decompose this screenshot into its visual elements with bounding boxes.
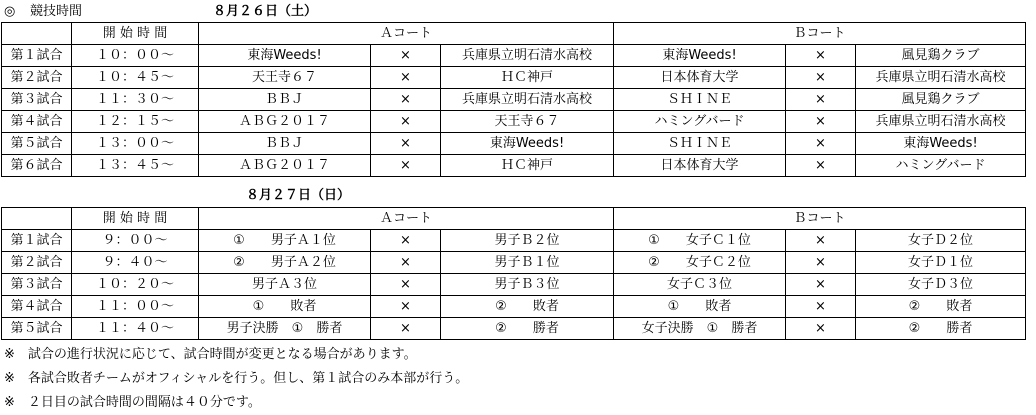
court-a-team-2: 男子Ｂ２位	[441, 230, 614, 252]
court-b-vs-mark: ×	[786, 296, 856, 318]
header-court-a: Ａコート	[199, 208, 614, 230]
court-b-vs-mark: ×	[786, 45, 856, 67]
table-row	[2, 252, 1026, 274]
court-a-vs-mark: ×	[371, 67, 441, 89]
court-b-team-1: 日本体育大学	[614, 155, 786, 177]
court-a-team-2: 兵庫県立明石清水高校	[441, 45, 614, 67]
court-a-team-1: 東海Weeds!	[199, 45, 371, 67]
court-a-team-1: 男子Ａ３位	[199, 274, 371, 296]
table-row	[2, 89, 1026, 111]
court-b-team-2: ② 勝者	[856, 318, 1026, 340]
game-number-cell: 第１試合	[2, 230, 72, 252]
table-row	[2, 296, 1026, 318]
court-a-team-1: ＡＢＧ２０１７	[199, 111, 371, 133]
table-row	[2, 230, 1026, 252]
court-b-team-1: ② 女子Ｃ２位	[614, 252, 786, 274]
game-number-cell: 第４試合	[2, 111, 72, 133]
court-a-team-1: ① 敗者	[199, 296, 371, 318]
game-number-cell: 第３試合	[2, 89, 72, 111]
section-label: 競技時間	[30, 4, 83, 19]
start-time-cell: １１：３０～	[72, 89, 199, 111]
court-a-vs-mark: ×	[371, 133, 441, 155]
court-a-team-1: ＡＢＧ２０１７	[199, 155, 371, 177]
note-3: ※ ２日目の試合時間の間隔は４０分です。	[4, 395, 261, 410]
table-row	[2, 45, 1026, 67]
court-a-vs-mark: ×	[371, 89, 441, 111]
table-row	[2, 155, 1026, 177]
court-b-vs-mark: ×	[786, 252, 856, 274]
court-b-team-2: 東海Weeds!	[856, 133, 1026, 155]
header-start-time: 開 始 時 間	[72, 208, 199, 230]
table-row	[2, 67, 1026, 89]
court-a-team-2: 東海Weeds!	[441, 133, 614, 155]
court-b-vs-mark: ×	[786, 318, 856, 340]
court-a-vs-mark: ×	[371, 155, 441, 177]
table-row	[2, 274, 1026, 296]
game-number-cell: 第６試合	[2, 155, 72, 177]
court-b-team-1: 東海Weeds!	[614, 45, 786, 67]
court-a-team-1: ＢＢＪ	[199, 89, 371, 111]
court-b-vs-mark: ×	[786, 230, 856, 252]
court-b-vs-mark: ×	[786, 274, 856, 296]
day1-schedule-table	[1, 22, 1026, 177]
court-b-team-2: 兵庫県立明石清水高校	[856, 67, 1026, 89]
court-b-team-2: ハミングバード	[856, 155, 1026, 177]
game-number-cell: 第２試合	[2, 252, 72, 274]
start-time-cell: １３：００～	[72, 133, 199, 155]
court-b-vs-mark: ×	[786, 155, 856, 177]
court-a-vs-mark: ×	[371, 318, 441, 340]
court-b-team-2: 女子Ｄ１位	[856, 252, 1026, 274]
header-blank	[2, 208, 72, 230]
court-a-team-1: ② 男子Ａ２位	[199, 252, 371, 274]
court-a-vs-mark: ×	[371, 274, 441, 296]
table-header-row	[2, 208, 1026, 230]
court-a-team-1: ＢＢＪ	[199, 133, 371, 155]
header-start-time: 開 始 時 間	[72, 23, 199, 45]
court-b-team-1: 日本体育大学	[614, 67, 786, 89]
court-b-team-1: ＳＨＩＮＥ	[614, 133, 786, 155]
section-bullet: ◎	[4, 4, 16, 19]
note-1: ※ 試合の進行状況に応じて、試合時間が変更となる場合があります。	[4, 347, 417, 362]
court-b-vs-mark: ×	[786, 67, 856, 89]
court-b-team-2: 女子Ｄ２位	[856, 230, 1026, 252]
court-b-team-1: ＳＨＩＮＥ	[614, 89, 786, 111]
start-time-cell: ９：４０～	[72, 252, 199, 274]
court-b-team-2: 風見鶏クラブ	[856, 89, 1026, 111]
court-b-team-1: ハミングバード	[614, 111, 786, 133]
court-a-team-2: 兵庫県立明石清水高校	[441, 89, 614, 111]
start-time-cell: １０：４５～	[72, 67, 199, 89]
court-a-team-1: ① 男子Ａ１位	[199, 230, 371, 252]
court-a-team-2: ＨＣ神戸	[441, 67, 614, 89]
court-b-team-2: 女子Ｄ３位	[856, 274, 1026, 296]
game-number-cell: 第５試合	[2, 133, 72, 155]
day2-date: ８月２７日（日）	[246, 188, 351, 203]
court-a-team-1: 男子決勝 ① 勝者	[199, 318, 371, 340]
start-time-cell: １０：００～	[72, 45, 199, 67]
court-a-vs-mark: ×	[371, 230, 441, 252]
game-number-cell: 第４試合	[2, 296, 72, 318]
court-b-team-1: ① 敗者	[614, 296, 786, 318]
game-number-cell: 第５試合	[2, 318, 72, 340]
table-row	[2, 133, 1026, 155]
table-row	[2, 111, 1026, 133]
court-b-team-2: ② 敗者	[856, 296, 1026, 318]
table-header-row	[2, 23, 1026, 45]
court-a-team-2: ② 敗者	[441, 296, 614, 318]
court-a-vs-mark: ×	[371, 111, 441, 133]
note-2: ※ 各試合敗者チームがオフィシャルを行う。但し、第１試合のみ本部が行う。	[4, 371, 469, 386]
court-a-team-1: 天王寺６７	[199, 67, 371, 89]
court-a-vs-mark: ×	[371, 252, 441, 274]
court-b-vs-mark: ×	[786, 89, 856, 111]
game-number-cell: 第３試合	[2, 274, 72, 296]
court-a-team-2: ② 勝者	[441, 318, 614, 340]
start-time-cell: １１：００～	[72, 296, 199, 318]
court-a-vs-mark: ×	[371, 45, 441, 67]
start-time-cell: １０：２０～	[72, 274, 199, 296]
start-time-cell: １３：４５～	[72, 155, 199, 177]
header-court-b: Ｂコート	[614, 208, 1026, 230]
day2-schedule-table	[1, 207, 1026, 340]
court-a-team-2: ＨＣ神戸	[441, 155, 614, 177]
court-b-team-2: 兵庫県立明石清水高校	[856, 111, 1026, 133]
court-b-vs-mark: ×	[786, 111, 856, 133]
court-a-team-2: 天王寺６７	[441, 111, 614, 133]
day1-date: ８月２６日（土）	[213, 4, 318, 19]
header-blank	[2, 23, 72, 45]
game-number-cell: 第１試合	[2, 45, 72, 67]
court-b-team-2: 風見鶏クラブ	[856, 45, 1026, 67]
start-time-cell: ９：００～	[72, 230, 199, 252]
court-a-team-2: 男子Ｂ３位	[441, 274, 614, 296]
court-b-team-1: 女子Ｃ３位	[614, 274, 786, 296]
table-row	[2, 318, 1026, 340]
header-court-a: Ａコート	[199, 23, 614, 45]
court-b-team-1: 女子決勝 ① 勝者	[614, 318, 786, 340]
court-a-team-2: 男子Ｂ１位	[441, 252, 614, 274]
game-number-cell: 第２試合	[2, 67, 72, 89]
court-a-vs-mark: ×	[371, 296, 441, 318]
header-court-b: Ｂコート	[614, 23, 1026, 45]
court-b-team-1: ① 女子Ｃ１位	[614, 230, 786, 252]
start-time-cell: １１：４０～	[72, 318, 199, 340]
start-time-cell: １２：１５～	[72, 111, 199, 133]
court-b-vs-mark: ×	[786, 133, 856, 155]
